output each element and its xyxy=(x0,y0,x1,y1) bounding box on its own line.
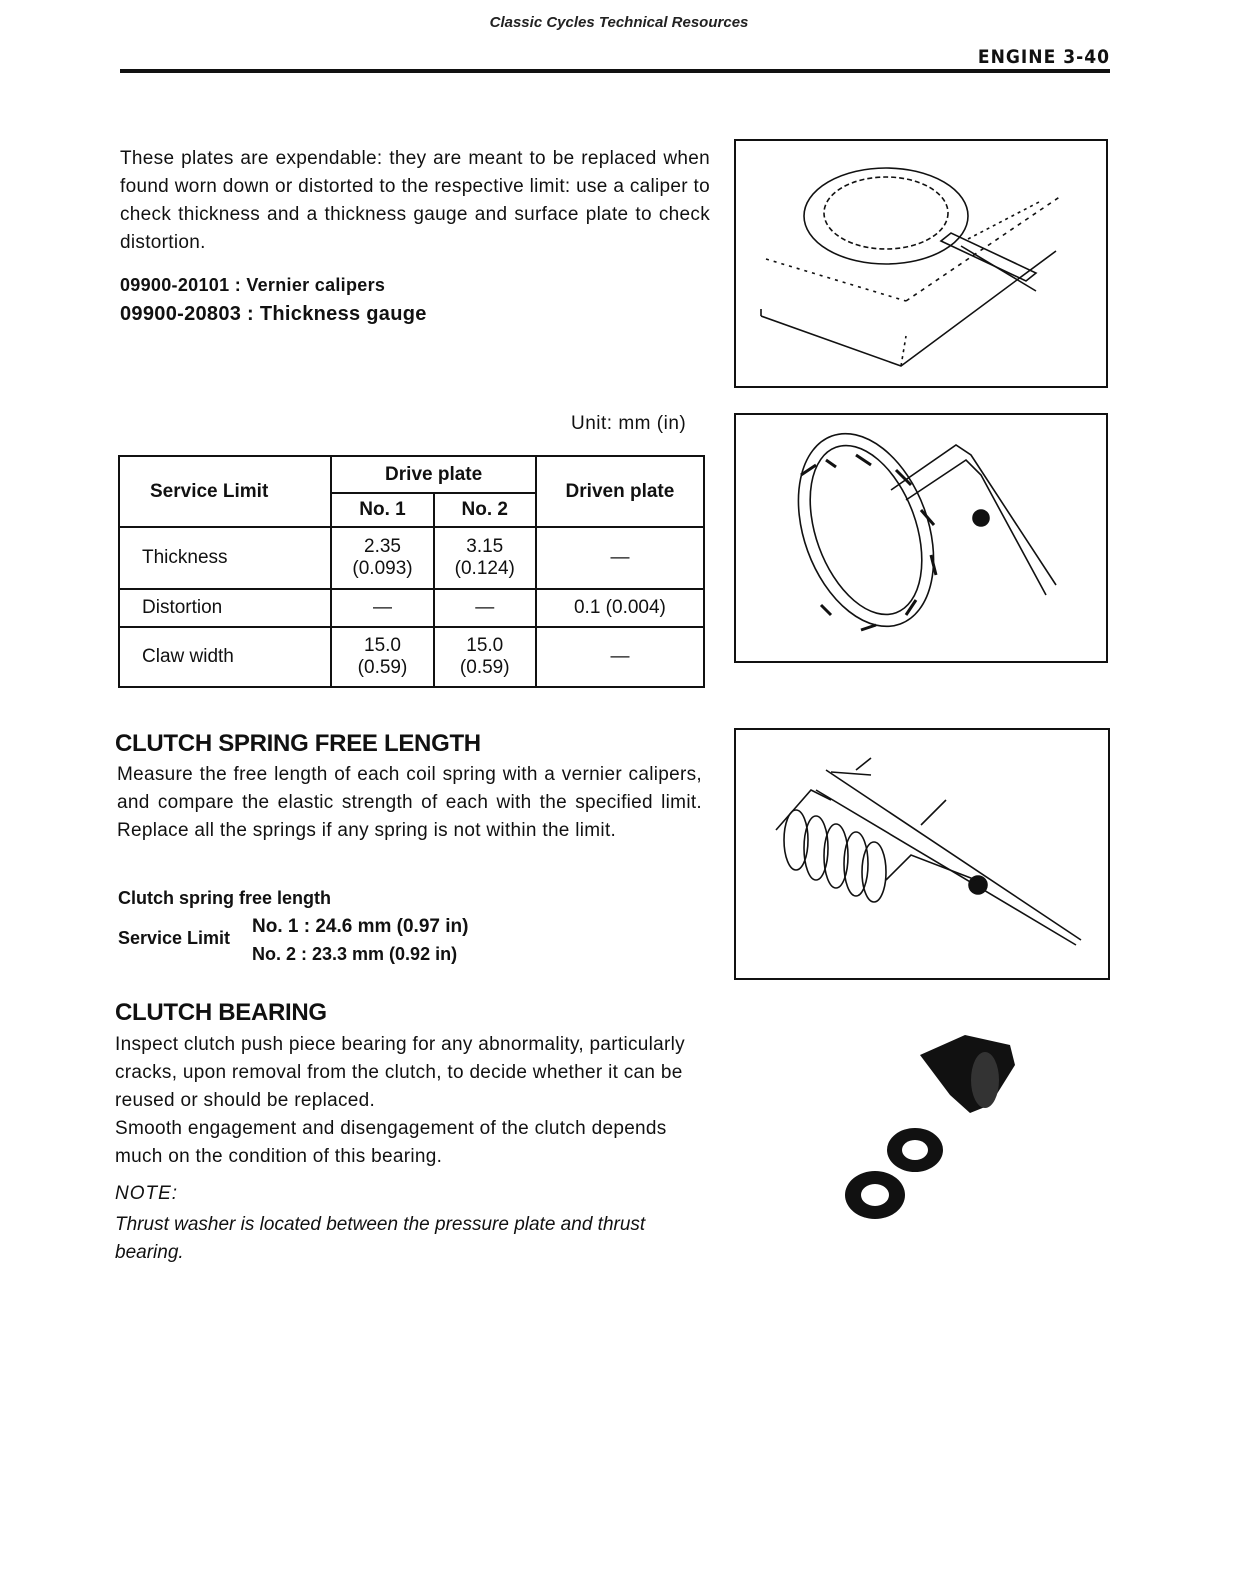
cell-value: 2.35 xyxy=(364,536,401,557)
cell-no2 xyxy=(434,527,536,589)
cell-driven: — xyxy=(536,527,704,589)
intro-paragraph: These plates are expendable: they are meant to be replaced when found worn down or distorted to the respective limit: use a caliper to check thickness and a thickness gauge and surface plate to check distortion. xyxy=(120,148,710,253)
spring-limit-no1: No. 1 : 24.6 mm (0.97 in) xyxy=(252,916,469,937)
page-reference: ENGINE 3-40 xyxy=(977,46,1110,68)
table-header-row xyxy=(119,456,704,493)
header-no2: No. 2 xyxy=(434,493,536,527)
bearing-paragraph-2: Smooth engagement and disengagement of the clutch depends much on the condition of this bearing. xyxy=(115,1118,667,1167)
service-limit-table xyxy=(118,455,705,688)
table-row xyxy=(119,627,704,687)
figure-spring-measure xyxy=(734,728,1110,980)
bearing-parts-illustration xyxy=(840,1025,1030,1225)
spring-paragraph: Measure the free length of each coil spring with a vernier calipers, and compare the elastic strength of each with the specified limit. Replace all the springs if any spring is not within the limit. xyxy=(117,764,702,841)
cell-value: 15.0 xyxy=(466,635,504,656)
cell-no1 xyxy=(331,627,433,687)
row-label: Claw width xyxy=(119,627,331,687)
bearing-section xyxy=(115,1031,700,1171)
row-label: Distortion xyxy=(119,589,331,627)
cell-no1 xyxy=(331,527,433,589)
figure-claw-measure xyxy=(734,413,1108,663)
intro-section xyxy=(120,145,710,329)
figure-bearing-parts xyxy=(840,1025,1030,1225)
tool-name-2: Thickness gauge xyxy=(259,303,427,325)
header-rule xyxy=(120,69,1110,73)
header-service-limit: Service Limit xyxy=(119,456,331,527)
tool-name-1: Vernier calipers xyxy=(246,275,386,295)
cell-value: 15.0 xyxy=(364,635,401,656)
spring-spec-title: Clutch spring free length xyxy=(118,888,332,908)
cell-no2: — xyxy=(434,589,536,627)
table-row xyxy=(119,527,704,589)
cell-value-inch: (0.124) xyxy=(454,558,515,579)
header-no1: No. 1 xyxy=(331,493,433,527)
table-row xyxy=(119,589,704,627)
tool-line-1: 09900-20101 : Vernier calipers xyxy=(120,275,386,295)
cell-driven: 0.1 (0.004) xyxy=(536,589,704,627)
spring-heading: CLUTCH SPRING FREE LENGTH xyxy=(115,730,481,757)
cell-no1: — xyxy=(331,589,433,627)
cell-value-inch: (0.093) xyxy=(352,558,413,579)
header-drive-plate: Drive plate xyxy=(331,456,536,493)
cell-driven: — xyxy=(536,627,704,687)
note-body: Thrust washer is located between the pressure plate and thrust bearing. xyxy=(115,1214,646,1263)
tool-code-1: 09900-20101 xyxy=(120,275,230,295)
cell-value-inch: (0.59) xyxy=(357,657,408,678)
spring-service-label: Service Limit xyxy=(118,928,231,948)
cell-value: 3.15 xyxy=(466,536,504,557)
cell-value-inch: (0.59) xyxy=(459,657,510,678)
spring-limit-no2: No. 2 : 23.3 mm (0.92 in) xyxy=(252,944,458,964)
tool-code-2: 09900-20803 xyxy=(120,303,242,325)
spring-measure-illustration xyxy=(736,730,1108,978)
figure-distortion-check xyxy=(734,139,1108,388)
row-label: Thickness xyxy=(119,527,331,589)
claw-measure-illustration xyxy=(736,415,1106,661)
bearing-heading: CLUTCH BEARING xyxy=(115,999,327,1026)
cell-no2 xyxy=(434,627,536,687)
tool-line-2: 09900-20803 : Thickness gauge xyxy=(120,303,427,325)
document-source: Classic Cycles Technical Resources xyxy=(489,14,749,31)
note-heading: NOTE: xyxy=(115,1183,179,1204)
header-driven-plate: Driven plate xyxy=(536,456,704,527)
bearing-paragraph-1: Inspect clutch push piece bearing for any abnormality, particularly cracks, upon removal from the clutch, to decide whether it can be reused or should be replaced. xyxy=(115,1034,685,1111)
distortion-check-illustration xyxy=(736,141,1106,386)
unit-label: Unit: mm (in) xyxy=(571,413,687,434)
